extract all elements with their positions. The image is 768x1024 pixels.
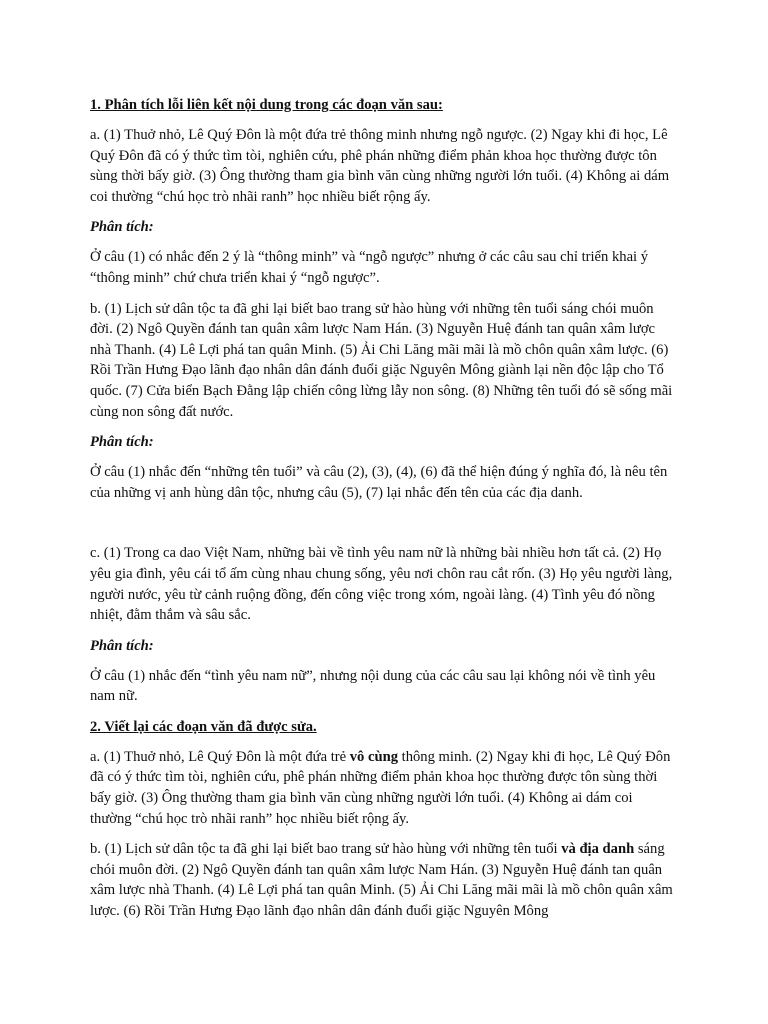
rewritten-b-emphasis: và địa danh [561,841,635,858]
spacer [90,513,676,543]
rewritten-paragraph-b [90,839,676,921]
analysis-label-c: Phân tích: [90,637,154,654]
paragraph-a: a. (1) Thuở nhỏ, Lê Quý Đôn là một đứa trẻ thông minh nhưng ngỗ ngược. (2) Ngay khi đi học, Lê Quý Đôn đã có ý thức tìm tòi, nghiên cứu, phê phán những điểm phản khoa học thường được tôn sùng thời bấy giờ. (3) Ông thường tham gia bình văn cùng những người lớn tuổi. (4) Không ai dám coi thường “chú học trò nhãi ranh” học nhiều biết rộng ấy. [90,127,670,205]
analysis-label-a: Phân tích: [90,219,154,236]
rewritten-b-start: b. (1) Lịch sử dân tộc ta đã ghi lại biết bao trang sử hào hùng với những tên tuổi [90,841,562,858]
analysis-b: Ở câu (1) nhắc đến “những tên tuổi” và câu (2), (3), (4), (6) đã thể hiện đúng ý nghĩa đó, là nêu tên của những vị anh hùng dân tộc, nhưng câu (5), (7) lại nhắc đến tên của các địa danh. [90,464,668,501]
rewritten-a-emphasis: vô cùng [349,748,398,765]
rewritten-paragraph-a [90,747,676,829]
paragraph-c: c. (1) Trong ca dao Việt Nam, những bài về tình yêu nam nữ là những bài nhiều hơn tất cả. (2) Họ yêu gia đình, yêu cái tổ ấm cùng nhau chung sống, yêu nơi chôn rau cắt rốn. (3) Họ yêu người làng, người nước, yêu từ cảnh ruộng đồng, đến công việc trong xóm, ngoài làng. (4) Tình yêu đó nồng nhiệt, đằm thắm và sâu sắc. [90,545,673,624]
rewritten-b-end: sáng chói muôn đời. (2) Ngô Quyền đánh tan quân xâm lược Nam Hán. (3) Nguyễn Huệ đánh tan quân xâm lược nhà Thanh. (4) Lê Lợi phá tan quân Minh. (5) Ải Chi Lăng mãi mãi là mồ chôn quân xâm lược. (6) Rồi Trần Hưng Đạo lãnh đạo nhân dân đánh đuổi giặc Nguyên Mông [90,841,673,920]
section-1-heading: 1. Phân tích lỗi liên kết nội dung trong các đoạn văn sau: [90,97,443,113]
rewritten-a-start: a. (1) Thuở nhỏ, Lê Quý Đôn là một đứa trẻ [90,748,350,765]
paragraph-b: b. (1) Lịch sử dân tộc ta đã ghi lại biết bao trang sử hào hùng với những tên tuổi sáng chói muôn đời. (2) Ngô Quyền đánh tan quân xâm lược Nam Hán. (3) Nguyễn Huệ đánh tan quân xâm lược nhà Thanh. (4) Lê Lợi phá tan quân Minh. (5) Ải Chi Lăng mãi mãi là mồ chôn quân xâm lược. (6) Rồi Trần Hưng Đạo lãnh đạo nhân dân đánh đuổi giặc Nguyên Mông giành lại nền độc lập cho Tổ quốc. (7) Cửa biển Bạch Đằng lập chiến công lừng lẫy non sông. (8) Những tên tuổi đó sẽ sống mãi cùng non sông đất nước. [90,300,673,420]
section-2-heading: 2. Viết lại các đoạn văn đã được sửa. [90,718,317,735]
analysis-c: Ở câu (1) nhắc đến “tình yêu nam nữ”, nhưng nội dung của các câu sau lại không nói về tình yêu nam nữ. [90,667,656,705]
rewritten-a-end: thông minh. (2) Ngay khi đi học, Lê Quý Đôn đã có ý thức tìm tòi, nghiên cứu, phê phán những điểm phản khoa học thường được tôn sùng thời bấy giờ. (3) Ông thường tham gia bình văn cùng những người lớn tuổi. (4) Không ai dám coi thường “chú học trò nhãi ranh” học nhiều biết rộng ấy. [90,748,671,827]
analysis-a: Ở câu (1) có nhắc đến 2 ý là “thông minh” và “ngỗ ngược” nhưng ở các câu sau chỉ triển khai ý “thông minh” chứ chưa triển khai ý “ngỗ ngược”. [90,249,649,286]
analysis-label-b: Phân tích: [90,434,154,451]
